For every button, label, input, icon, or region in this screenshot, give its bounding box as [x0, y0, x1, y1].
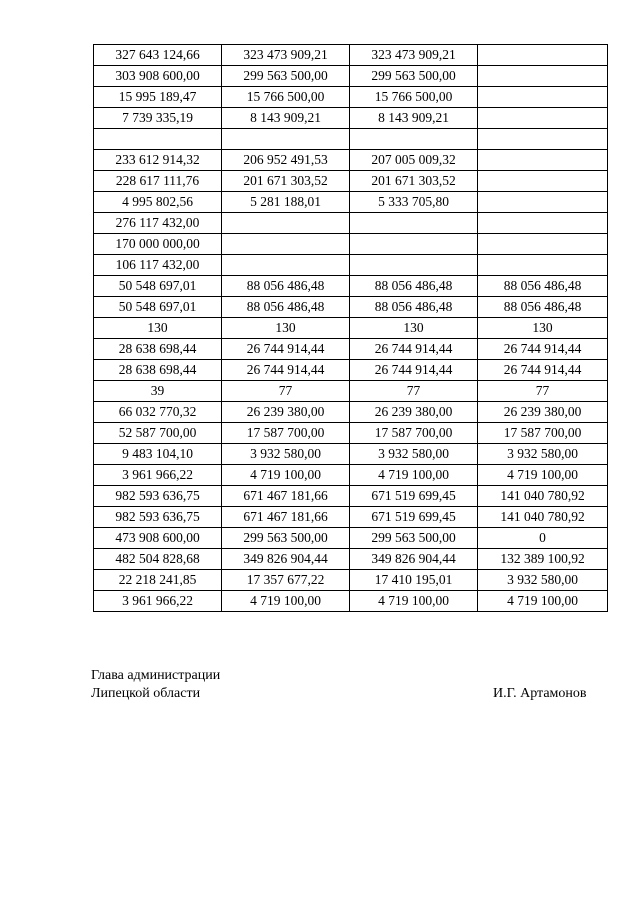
table-row	[94, 255, 608, 276]
table-cell-col-4: 141 040 780,92	[478, 507, 608, 528]
table-cell-col-4: 77	[478, 381, 608, 402]
table-cell-col-4	[478, 108, 608, 129]
table-cell-col-4	[478, 45, 608, 66]
table-cell-col-3	[350, 213, 478, 234]
table-row	[94, 108, 608, 129]
table-cell-col-1	[94, 129, 222, 150]
table-cell-col-4: 88 056 486,48	[478, 276, 608, 297]
table-cell-col-4: 3 932 580,00	[478, 444, 608, 465]
table-row	[94, 549, 608, 570]
table-cell-col-1: 982 593 636,75	[94, 486, 222, 507]
table-cell-col-4: 4 719 100,00	[478, 465, 608, 486]
table-cell-col-2: 323 473 909,21	[222, 45, 350, 66]
table-cell-col-2: 8 143 909,21	[222, 108, 350, 129]
table-cell-col-3: 17 410 195,01	[350, 570, 478, 591]
table-cell-col-3	[350, 129, 478, 150]
table-cell-col-3	[350, 255, 478, 276]
table-row	[94, 465, 608, 486]
table-cell-col-2: 4 719 100,00	[222, 465, 350, 486]
table-cell-col-4: 0	[478, 528, 608, 549]
table-cell-col-2	[222, 234, 350, 255]
table-cell-col-4: 26 744 914,44	[478, 339, 608, 360]
table-cell-col-1: 130	[94, 318, 222, 339]
table-row	[94, 66, 608, 87]
table-cell-col-3	[350, 234, 478, 255]
table-cell-col-2: 4 719 100,00	[222, 591, 350, 612]
table-cell-col-2: 26 744 914,44	[222, 339, 350, 360]
table-row	[94, 297, 608, 318]
table-cell-col-2	[222, 255, 350, 276]
table-cell-col-4: 88 056 486,48	[478, 297, 608, 318]
table-cell-col-3: 323 473 909,21	[350, 45, 478, 66]
table-cell-col-1: 982 593 636,75	[94, 507, 222, 528]
table-cell-col-1: 28 638 698,44	[94, 360, 222, 381]
table-cell-col-1: 233 612 914,32	[94, 150, 222, 171]
table-cell-col-1: 303 908 600,00	[94, 66, 222, 87]
table-cell-col-1: 50 548 697,01	[94, 276, 222, 297]
table-cell-col-1: 276 117 432,00	[94, 213, 222, 234]
table-cell-col-2: 671 467 181,66	[222, 486, 350, 507]
table-cell-col-4: 132 389 100,92	[478, 549, 608, 570]
table-cell-col-4	[478, 150, 608, 171]
table-cell-col-2: 17 587 700,00	[222, 423, 350, 444]
table-cell-col-2: 206 952 491,53	[222, 150, 350, 171]
table-cell-col-1: 327 643 124,66	[94, 45, 222, 66]
table-row	[94, 339, 608, 360]
table-cell-col-1: 170 000 000,00	[94, 234, 222, 255]
table-cell-col-2: 299 563 500,00	[222, 66, 350, 87]
table-cell-col-3: 88 056 486,48	[350, 276, 478, 297]
table-cell-col-2: 299 563 500,00	[222, 528, 350, 549]
table-row	[94, 591, 608, 612]
table-row	[94, 87, 608, 108]
signatory-name: И.Г. Артамонов	[493, 686, 587, 701]
table-cell-col-3: 4 719 100,00	[350, 591, 478, 612]
table-cell-col-1: 50 548 697,01	[94, 297, 222, 318]
table-cell-col-3: 26 744 914,44	[350, 360, 478, 381]
table-cell-col-2: 77	[222, 381, 350, 402]
table-row	[94, 360, 608, 381]
table-cell-col-3: 26 239 380,00	[350, 402, 478, 423]
table-cell-col-2: 130	[222, 318, 350, 339]
table-row	[94, 423, 608, 444]
table-cell-col-4	[478, 192, 608, 213]
table-cell-col-2: 17 357 677,22	[222, 570, 350, 591]
table-cell-col-1: 482 504 828,68	[94, 549, 222, 570]
table-cell-col-3: 671 519 699,45	[350, 507, 478, 528]
table-cell-col-3: 207 005 009,32	[350, 150, 478, 171]
signatory-position-line-1: Глава администрации	[91, 668, 221, 683]
table-cell-col-4	[478, 171, 608, 192]
table-cell-col-4: 26 744 914,44	[478, 360, 608, 381]
table-cell-col-1: 22 218 241,85	[94, 570, 222, 591]
table-cell-col-3: 4 719 100,00	[350, 465, 478, 486]
table-cell-col-1: 3 961 966,22	[94, 465, 222, 486]
table-cell-col-4	[478, 234, 608, 255]
signatory-position-line-2: Липецкой области	[91, 686, 201, 701]
table-cell-col-4	[478, 129, 608, 150]
table-cell-col-3: 130	[350, 318, 478, 339]
table-row	[94, 507, 608, 528]
table-row	[94, 318, 608, 339]
table-cell-col-3: 3 932 580,00	[350, 444, 478, 465]
table-cell-col-2: 3 932 580,00	[222, 444, 350, 465]
table-cell-col-4: 141 040 780,92	[478, 486, 608, 507]
table-cell-col-3: 15 766 500,00	[350, 87, 478, 108]
table-row	[94, 129, 608, 150]
table-row	[94, 381, 608, 402]
table-cell-col-1: 228 617 111,76	[94, 171, 222, 192]
table-cell-col-2	[222, 129, 350, 150]
table-cell-col-4: 17 587 700,00	[478, 423, 608, 444]
table-row	[94, 486, 608, 507]
table-cell-col-2: 88 056 486,48	[222, 276, 350, 297]
table-row	[94, 528, 608, 549]
table-cell-col-4: 3 932 580,00	[478, 570, 608, 591]
table-cell-col-4: 130	[478, 318, 608, 339]
table-cell-col-3: 17 587 700,00	[350, 423, 478, 444]
table-cell-col-1: 28 638 698,44	[94, 339, 222, 360]
table-cell-col-4	[478, 66, 608, 87]
table-cell-col-1: 15 995 189,47	[94, 87, 222, 108]
table-row	[94, 192, 608, 213]
table-cell-col-1: 473 908 600,00	[94, 528, 222, 549]
table-cell-col-2: 671 467 181,66	[222, 507, 350, 528]
table-row	[94, 45, 608, 66]
table-row	[94, 234, 608, 255]
table-cell-col-1: 3 961 966,22	[94, 591, 222, 612]
table-cell-col-4	[478, 213, 608, 234]
table-cell-col-2: 88 056 486,48	[222, 297, 350, 318]
table-row	[94, 402, 608, 423]
table-cell-col-3: 26 744 914,44	[350, 339, 478, 360]
table-row	[94, 171, 608, 192]
table-cell-col-4	[478, 87, 608, 108]
table-cell-col-2: 349 826 904,44	[222, 549, 350, 570]
table-cell-col-3: 77	[350, 381, 478, 402]
table-cell-col-1: 52 587 700,00	[94, 423, 222, 444]
table-row	[94, 444, 608, 465]
table-cell-col-3: 349 826 904,44	[350, 549, 478, 570]
table-cell-col-2: 26 239 380,00	[222, 402, 350, 423]
table-cell-col-1: 9 483 104,10	[94, 444, 222, 465]
table-cell-col-1: 106 117 432,00	[94, 255, 222, 276]
table-cell-col-4: 4 719 100,00	[478, 591, 608, 612]
table-cell-col-2	[222, 213, 350, 234]
table-cell-col-4	[478, 255, 608, 276]
table-cell-col-3: 88 056 486,48	[350, 297, 478, 318]
table-body	[94, 45, 608, 612]
table-row	[94, 276, 608, 297]
table-cell-col-3: 299 563 500,00	[350, 66, 478, 87]
table-cell-col-3: 201 671 303,52	[350, 171, 478, 192]
table-cell-col-3: 8 143 909,21	[350, 108, 478, 129]
table-cell-col-4: 26 239 380,00	[478, 402, 608, 423]
table-row	[94, 570, 608, 591]
table-cell-col-1: 7 739 335,19	[94, 108, 222, 129]
table-cell-col-3: 299 563 500,00	[350, 528, 478, 549]
table-cell-col-2: 5 281 188,01	[222, 192, 350, 213]
table-cell-col-1: 39	[94, 381, 222, 402]
table-row	[94, 150, 608, 171]
table-cell-col-2: 201 671 303,52	[222, 171, 350, 192]
table-cell-col-2: 15 766 500,00	[222, 87, 350, 108]
table-cell-col-2: 26 744 914,44	[222, 360, 350, 381]
table-row	[94, 213, 608, 234]
financial-table	[93, 44, 608, 612]
table-cell-col-1: 4 995 802,56	[94, 192, 222, 213]
table-cell-col-1: 66 032 770,32	[94, 402, 222, 423]
table-cell-col-3: 5 333 705,80	[350, 192, 478, 213]
table-cell-col-3: 671 519 699,45	[350, 486, 478, 507]
